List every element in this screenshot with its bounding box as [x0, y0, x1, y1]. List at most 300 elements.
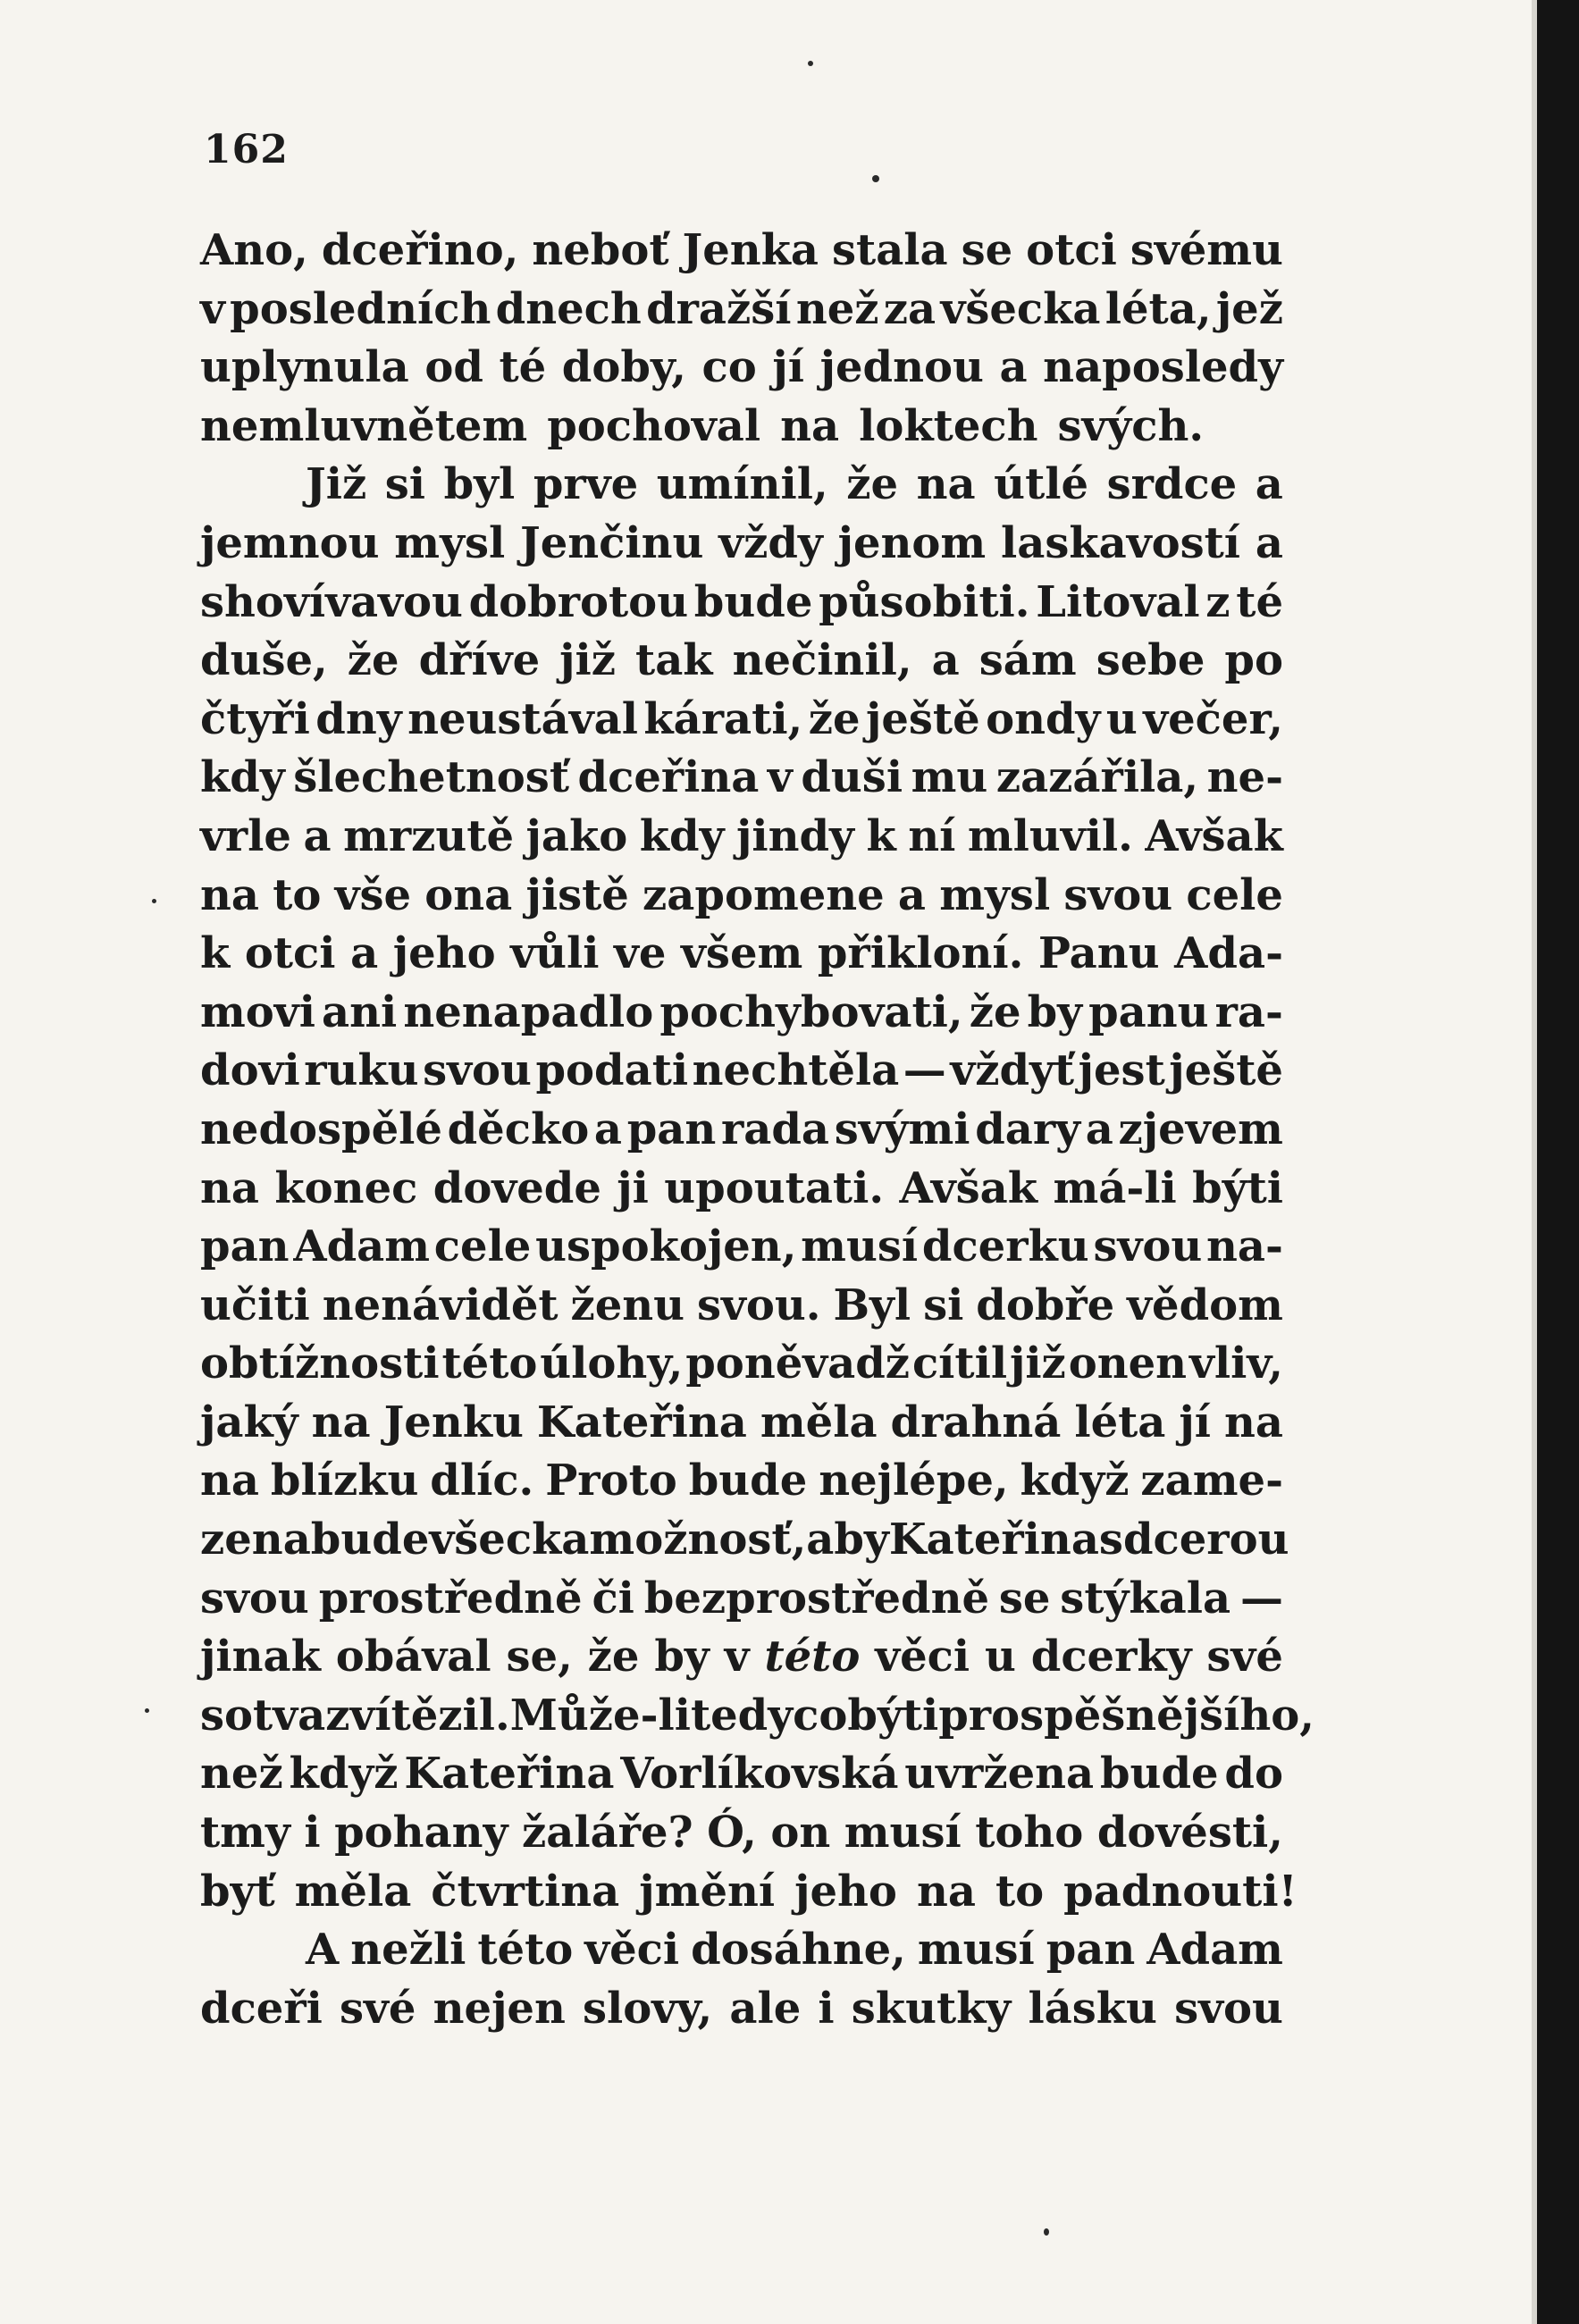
word: dcerky — [1030, 1632, 1192, 1682]
word: měla — [294, 1866, 412, 1917]
word: zazářila, — [995, 752, 1199, 803]
word: dny — [315, 693, 402, 744]
word: všecka — [429, 1514, 590, 1565]
word: prospěšnějšího, — [938, 1690, 1314, 1741]
word: této — [764, 1632, 861, 1682]
word: večer, — [1143, 693, 1283, 744]
word: poněvadž — [685, 1338, 911, 1389]
word: lásku — [1028, 1983, 1157, 2034]
word: v — [724, 1632, 750, 1682]
word: býti — [847, 1690, 939, 1741]
text-line — [200, 691, 1283, 750]
text-line — [200, 1628, 1283, 1687]
word: nemluvnětem — [200, 400, 528, 451]
word: vědom — [1127, 1279, 1283, 1330]
word: a — [1085, 1103, 1113, 1154]
word: obtížnosti — [200, 1338, 440, 1389]
word: — — [903, 1045, 946, 1096]
text-line — [200, 1160, 1283, 1219]
word: žaláře? — [521, 1808, 693, 1858]
word: k — [200, 928, 231, 979]
text-line — [200, 1335, 1283, 1394]
body-text — [200, 222, 1314, 2038]
word: již — [559, 635, 616, 686]
word: a — [1255, 517, 1283, 568]
word: na — [200, 869, 259, 920]
word: té — [1236, 576, 1283, 627]
text-line — [200, 339, 1283, 398]
word: na- — [1206, 1221, 1283, 1272]
word: mluvil. — [967, 810, 1133, 861]
word: uplynula — [200, 342, 409, 393]
word: této — [477, 1925, 574, 1976]
text-line — [200, 1101, 1283, 1160]
text-line — [200, 1804, 1283, 1863]
word: této — [441, 1338, 538, 1389]
word: Ano, — [200, 225, 308, 275]
word: a — [303, 810, 332, 861]
word: Již — [306, 459, 367, 510]
word: na — [1223, 1397, 1283, 1447]
word: jistě — [525, 869, 629, 920]
word: pan — [1046, 1925, 1136, 1976]
word: svou — [1093, 1221, 1203, 1272]
word: pochoval — [547, 400, 761, 451]
word: pan — [200, 1221, 290, 1272]
word: musí — [801, 1221, 919, 1272]
word: do — [1224, 1749, 1283, 1800]
word: byť — [200, 1866, 275, 1917]
word: má-li — [1053, 1162, 1177, 1213]
text-line — [200, 398, 1283, 457]
text-line — [200, 456, 1283, 515]
word: za — [883, 283, 936, 334]
word: Avšak — [899, 1162, 1038, 1213]
word: blízku — [270, 1456, 419, 1506]
word: své — [340, 1983, 416, 2034]
word: jinak — [200, 1632, 321, 1682]
word: jednou — [819, 342, 984, 393]
text-line — [200, 1277, 1283, 1336]
word: Jenka — [682, 225, 819, 275]
word: ne- — [1206, 752, 1283, 803]
word: nežli — [350, 1925, 466, 1976]
word: když — [289, 1749, 399, 1800]
word: věci — [875, 1632, 970, 1682]
word: ještě — [1169, 1045, 1283, 1096]
word: že — [846, 459, 899, 510]
word: dnech — [495, 283, 642, 334]
word: by — [1027, 986, 1083, 1037]
word: ještě — [865, 693, 980, 744]
word: po — [1224, 635, 1283, 686]
word: dobře — [976, 1279, 1115, 1330]
word: na — [200, 1162, 259, 1213]
text-line — [200, 867, 1283, 926]
word: skutky — [851, 1983, 1012, 2034]
word: cele — [433, 1221, 532, 1272]
word: jaký — [200, 1397, 298, 1447]
word: tedy — [690, 1690, 794, 1741]
word: všecka — [940, 283, 1101, 334]
word: na — [780, 400, 840, 451]
word: vše — [334, 869, 412, 920]
word: toho — [975, 1808, 1084, 1858]
word: že — [808, 693, 861, 744]
print-speck — [1044, 2228, 1049, 2236]
word: mrzutě — [343, 810, 515, 861]
word: slovy, — [583, 1983, 713, 2034]
word: kdy — [200, 752, 285, 803]
text-line — [200, 1570, 1283, 1629]
word: jest — [1078, 1045, 1165, 1096]
word: cítil — [911, 1338, 1008, 1389]
word: laskavostí — [1000, 517, 1241, 568]
word: jenom — [837, 517, 987, 568]
text-line — [200, 749, 1283, 808]
word: mysl — [394, 517, 506, 568]
word: možnosť, — [589, 1514, 807, 1565]
word: vliv, — [1188, 1338, 1283, 1389]
word: Kateřina — [404, 1749, 615, 1800]
word: ji — [617, 1162, 649, 1213]
print-speck — [808, 61, 813, 66]
word: dcerku — [921, 1221, 1089, 1272]
word: Proto — [545, 1456, 677, 1506]
word: i — [304, 1808, 321, 1858]
word: svých. — [1057, 400, 1205, 451]
word: se — [961, 225, 1013, 275]
word: onen — [1068, 1338, 1188, 1389]
word: musí — [917, 1925, 1035, 1976]
word: on — [770, 1808, 831, 1858]
word: dosáhne, — [691, 1925, 906, 1976]
word: si — [384, 459, 426, 510]
word: pochybovati, — [659, 986, 963, 1037]
word: léta — [1074, 1397, 1166, 1447]
print-speck — [872, 175, 879, 182]
word: zvítězil. — [325, 1690, 510, 1741]
word: upoutati. — [664, 1162, 885, 1213]
print-speck — [152, 899, 156, 903]
word: vždyť — [950, 1045, 1075, 1096]
word: se, — [506, 1632, 573, 1682]
word: u — [984, 1632, 1016, 1682]
text-line — [200, 1745, 1283, 1804]
word: — — [1239, 1573, 1283, 1623]
word: otci — [1026, 225, 1117, 275]
word: bude — [310, 1514, 430, 1565]
word: na — [311, 1397, 371, 1447]
word: kárati, — [643, 693, 803, 744]
word: movi — [200, 986, 315, 1037]
word: a — [1255, 459, 1283, 510]
word: u — [1105, 693, 1138, 744]
word: na — [916, 459, 976, 510]
word: pohany — [334, 1808, 508, 1858]
word: nejen — [433, 1983, 566, 2034]
word: prve — [533, 459, 639, 510]
word: měla — [760, 1397, 878, 1447]
word: tmy — [200, 1808, 290, 1858]
word: ní — [908, 810, 956, 861]
word: dovésti, — [1096, 1808, 1283, 1858]
word: na — [916, 1866, 976, 1917]
scan-border — [1537, 0, 1579, 2324]
word: již — [1009, 1338, 1066, 1389]
word: k — [866, 810, 896, 861]
word: čtyři — [200, 693, 310, 744]
word: Byl — [833, 1279, 911, 1330]
word: léta, — [1104, 283, 1212, 334]
word: svou — [423, 1045, 532, 1096]
text-line — [200, 1511, 1289, 1570]
word: shovívavou — [200, 576, 463, 627]
word: mysl — [939, 869, 1051, 920]
word: nečinil, — [732, 635, 912, 686]
word: Ó, — [707, 1808, 757, 1858]
word: to — [273, 869, 322, 920]
word: loktech — [859, 400, 1038, 451]
word: a — [897, 869, 927, 920]
word: jež — [1215, 283, 1283, 334]
word: A — [306, 1925, 340, 1976]
word: prostředně — [318, 1573, 583, 1623]
word: Může-li — [509, 1690, 691, 1741]
text-line — [200, 1980, 1283, 2039]
word: jeho — [392, 928, 496, 979]
word: co — [793, 1690, 848, 1741]
word: že — [347, 635, 399, 686]
text-line — [200, 1921, 1283, 1980]
word: dlíc. — [430, 1456, 534, 1506]
word: v — [200, 283, 225, 334]
word: neboť — [532, 225, 669, 275]
word: byl — [443, 459, 516, 510]
word: ve — [614, 928, 667, 979]
word: na — [200, 1456, 259, 1506]
word: jeho — [794, 1866, 897, 1917]
word: tak — [635, 635, 713, 686]
word: Adam — [293, 1221, 431, 1272]
word: drahná — [890, 1397, 1062, 1447]
word: věci — [584, 1925, 680, 1976]
word: Panu — [1037, 928, 1160, 979]
text-line — [200, 1042, 1283, 1101]
word: vrle — [200, 810, 291, 861]
word: naposledy — [1043, 342, 1283, 393]
word: zjevem — [1118, 1103, 1283, 1154]
word: či — [592, 1573, 634, 1623]
word: vůli — [510, 928, 600, 979]
word: a — [931, 635, 960, 686]
word: cele — [1186, 869, 1283, 920]
word: býti — [1192, 1162, 1283, 1213]
text-line — [200, 1687, 1314, 1746]
text-line — [200, 515, 1283, 574]
word: obával — [335, 1632, 491, 1682]
word: Avšak — [1145, 810, 1283, 861]
text-line — [200, 1452, 1283, 1511]
word: působiti. — [819, 576, 1030, 627]
word: své — [1206, 1632, 1283, 1682]
word: Jenčinu — [520, 517, 704, 568]
word: dříve — [418, 635, 541, 686]
text-line — [200, 808, 1283, 867]
word: svému — [1130, 225, 1283, 275]
word: s — [1098, 1514, 1123, 1565]
word: sebe — [1096, 635, 1205, 686]
word: svými — [834, 1103, 970, 1154]
word: učiti — [200, 1279, 310, 1330]
word: jindy — [735, 810, 854, 861]
word: Jenku — [383, 1397, 524, 1447]
word: Kateřina — [888, 1514, 1099, 1565]
word: duše, — [200, 635, 328, 686]
text-line — [200, 925, 1283, 984]
word: dceřina — [577, 752, 760, 803]
word: ženu — [570, 1279, 685, 1330]
word: než — [795, 283, 879, 334]
word: rada — [720, 1103, 830, 1154]
word: jemnou — [200, 517, 380, 568]
word: šlechetnosť — [293, 752, 569, 803]
word: Litoval — [1036, 576, 1200, 627]
word: že — [587, 1632, 640, 1682]
word: Ada- — [1174, 928, 1283, 979]
word: od — [424, 342, 483, 393]
word: se — [998, 1573, 1051, 1623]
text-line — [200, 1394, 1283, 1453]
word: otci — [244, 928, 336, 979]
word: jí — [772, 342, 804, 393]
word: panu — [1088, 986, 1209, 1037]
word: uspokojen, — [535, 1221, 797, 1272]
word: zapomene — [643, 869, 885, 920]
word: nedospělé — [200, 1103, 442, 1154]
word: ra- — [1214, 986, 1283, 1037]
word: bude — [688, 1456, 808, 1506]
word: svou — [1174, 1983, 1283, 2034]
word: než — [200, 1749, 283, 1800]
word: co — [701, 342, 757, 393]
page-number: 162 — [204, 127, 289, 172]
word: ani — [322, 986, 398, 1037]
word: dovede — [433, 1162, 601, 1213]
word: útlé — [994, 459, 1089, 510]
word: padnouti! — [1063, 1866, 1298, 1917]
word: a — [593, 1103, 623, 1154]
print-speck — [145, 1708, 149, 1713]
word: posledních — [230, 283, 491, 334]
word: úlohy, — [540, 1338, 684, 1389]
word: stýkala — [1060, 1573, 1231, 1623]
word: bezprostředně — [643, 1573, 990, 1623]
word: dcerou — [1122, 1514, 1289, 1565]
word: podati — [535, 1045, 689, 1096]
word: vždy — [718, 517, 823, 568]
word: umínil, — [656, 459, 828, 510]
word: té — [499, 342, 547, 393]
word: svou — [200, 1573, 309, 1623]
word: si — [923, 1279, 964, 1330]
word: jí — [1179, 1397, 1211, 1447]
word: ale — [729, 1983, 802, 2034]
word: mu — [911, 752, 988, 803]
word: svou. — [696, 1279, 821, 1330]
word: dary — [975, 1103, 1081, 1154]
text-line — [200, 1218, 1283, 1277]
word: Adam — [1146, 1925, 1283, 1976]
word: přikloní. — [817, 928, 1024, 979]
word: ruku — [304, 1045, 419, 1096]
word: uvržena — [904, 1749, 1095, 1800]
word: v — [767, 752, 793, 803]
word: bude — [693, 576, 813, 627]
word: duši — [801, 752, 903, 803]
word: dražší — [646, 283, 792, 334]
word: i — [818, 1983, 835, 2034]
word: pan — [626, 1103, 717, 1154]
text-line — [200, 574, 1283, 633]
word: nenapadlo — [403, 986, 654, 1037]
word: kdy — [639, 810, 725, 861]
word: jako — [525, 810, 628, 861]
word: že — [969, 986, 1021, 1037]
word: by — [654, 1632, 710, 1682]
word: všem — [681, 928, 803, 979]
text-line — [200, 222, 1283, 281]
text-line — [200, 1863, 1298, 1922]
word: svou — [1063, 869, 1173, 920]
word: sotva — [200, 1690, 326, 1741]
word: jmění — [639, 1866, 776, 1917]
word: ondy — [986, 693, 1101, 744]
word: aby — [806, 1514, 889, 1565]
word: nechtěla — [692, 1045, 900, 1096]
text-line — [200, 281, 1283, 340]
word: dceři — [200, 1983, 323, 2034]
word: a — [999, 342, 1028, 393]
word: konec — [274, 1162, 418, 1213]
word: musí — [844, 1808, 962, 1858]
word: dobrotou — [468, 576, 689, 627]
word: Kateřina — [536, 1397, 747, 1447]
word: dovi — [200, 1045, 300, 1096]
word: zame- — [1140, 1456, 1283, 1506]
word: doby, — [561, 342, 686, 393]
word: srdce — [1106, 459, 1238, 510]
word: když — [1020, 1456, 1130, 1506]
word: děcko — [447, 1103, 590, 1154]
word: sám — [978, 635, 1077, 686]
text-line — [200, 984, 1283, 1043]
word: čtvrtina — [431, 1866, 620, 1917]
word: a — [350, 928, 379, 979]
word: stala — [832, 225, 948, 275]
word: bude — [1099, 1749, 1219, 1800]
word: to — [995, 1866, 1045, 1917]
word: nejlépe, — [819, 1456, 1009, 1506]
word: dceřino, — [321, 225, 519, 275]
word: zena — [200, 1514, 311, 1565]
word: neustával — [407, 693, 638, 744]
word: Vorlíkovská — [620, 1749, 899, 1800]
word: nenávidět — [322, 1279, 559, 1330]
text-line — [200, 632, 1283, 691]
word: ona — [424, 869, 513, 920]
word: z — [1205, 576, 1230, 627]
